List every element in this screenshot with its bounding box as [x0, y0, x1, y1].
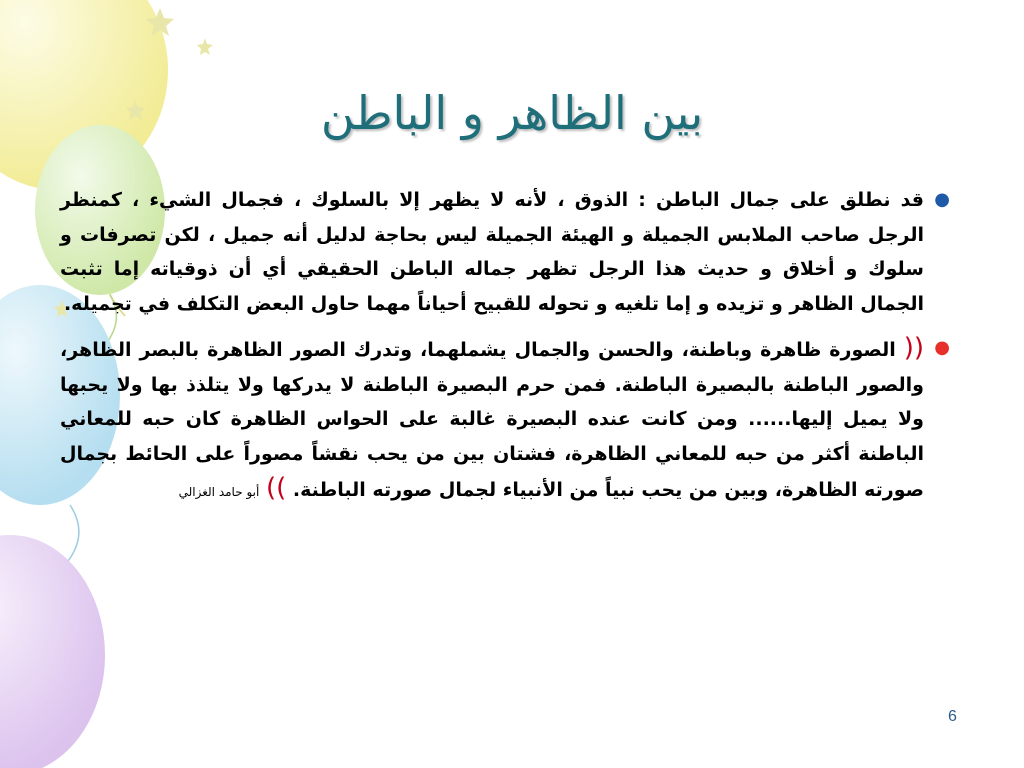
- bullet-item-2: [60, 331, 950, 510]
- page-number: 6: [948, 708, 957, 725]
- bullet-item-1: [60, 183, 950, 321]
- slide-content: [60, 183, 950, 520]
- quote-close-bracket: )): [265, 473, 287, 503]
- bullet-text-1: قد نطلق على جمال الباطن : الذوق ، لأنه لا يظهر إلا بالسلوك ، فجمال الشيء ، كمنظر الرجل صاحب الملابس الجميلة و الهيئة الجميلة ليس بحاجة لدليل أنه جميل ، لكن تصرفات و سلوك و أخلاق و حديث هذا الرجل تظهر جماله الباطن الحقيقي أي أن ذوقياته إما تثبت الجمال الظاهر و تزيده و إما تلغيه و تحوله للقبيح أحياناً مهما حاول البعض التكلف في تجميله.: [60, 189, 924, 315]
- quote-citation: أبو حامد الغزالي: [178, 485, 260, 499]
- quote-open-bracket: ((: [903, 333, 924, 363]
- bullet-dot-icon: ●: [934, 337, 950, 358]
- bullet-dot-icon: ●: [934, 189, 950, 210]
- slide-title: بين الظاهر و الباطن: [320, 86, 704, 140]
- bullet-text-2: الصورة ظاهرة وباطنة، والحسن والجمال يشملهما، وتدرك الصور الظاهرة بالبصر الظاهر، والصور الباطنة بالبصيرة الباطنة. فمن حرم البصيرة الباطنة لا يدركها ولا يتلذذ بها ولا يحبها ولا يميل إليها...... ومن كانت عنده البصيرة غالبة على الحواس الظاهرة كان حبه للمعاني الباطنة أكثر من حبه للمعاني الظاهرة، فشتان بين من يحب نقشاً مصوراً على الحائط بجمال صورته الظاهرة، وبين من يحب نبياً من الأنبياء لجمال صورته الباطنة.: [60, 339, 924, 501]
- purple-balloon: [0, 535, 105, 768]
